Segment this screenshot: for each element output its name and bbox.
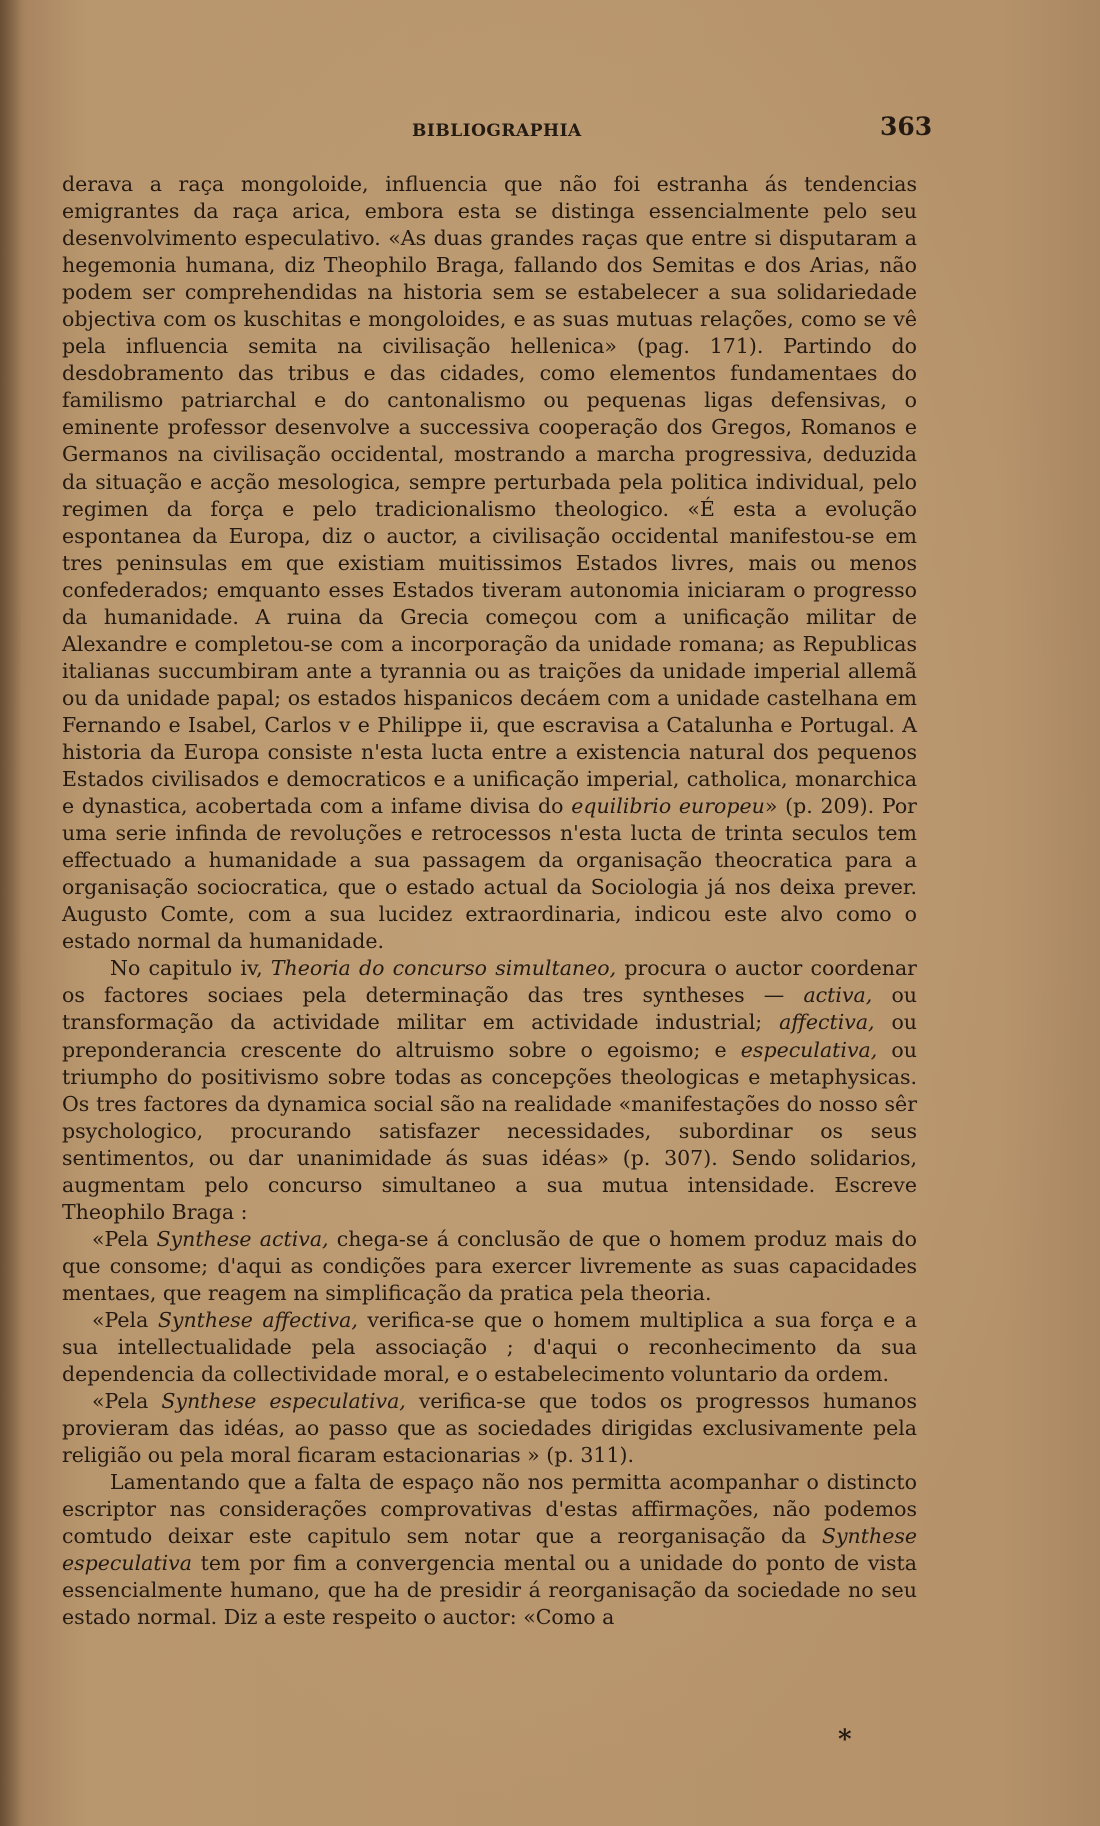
signature-mark: * <box>838 1725 852 1755</box>
paragraph-2 <box>62 955 917 1225</box>
paragraph-1-text: derava a raça mongoloide, influencia que não foi estranha ás tendencias emigrantes da raça arica, embora esta se distinga essencialmente pelo seu desenvolvimento especulativo. «As duas grandes raças que entre si disputaram a hegemonia humana, diz Theophilo Braga, fallando dos Semitas e dos Arias, não podem ser comprehendidas na historia sem se estabelecer a sua solidariedade objectiva com os kuschitas e mongoloides, e as suas mutuas relações, como se vê pela influencia semita na civilisação hellenica» (pag. 171). Partindo do desdobramento das tribus e das cidades, como elementos fundamentaes do familismo patriarchal e do cantonalismo ou pequenas ligas defensivas, o eminente professor desenvolve a successiva cooperação dos Gregos, Romanos e Germanos na civilisação occidental, mostrando a marcha progressiva, deduzida da situação e acção mesologica, sempre perturbada pela politica individual, pelo regimen da força e pelo tradicionalismo theologico. «É esta a evolução espontanea da Europa, diz o auctor, a civilisação occidental manifestou-se em tres peninsulas em que existiam muitissimos Estados livres, mais ou menos confederados; emquanto esses Estados tiveram autonomia iniciaram o progresso da humanidade. A ruina da Grecia começou com a unificação militar de Alexandre e completou-se com a incorporação da unidade romana; as Republicas italianas succumbiram ante a tyrannia ou as traições da unidade imperial allemã ou da unidade papal; os estados hispanicos decáem com a unidade castelhana em Fernando e Isabel, Carlos v e Philippe ii, que escravisa a Catalunha e Portugal. A historia da Europa consiste n'esta lucta entre a existencia natural dos pequenos Estados civilisados e democraticos e a unificação imperial, catholica, monarchica e dynastica, acobertada com a infame divisa do <box>62 172 917 819</box>
quote-1-text: chega-se á conclusão de que o homem produz mais do que consome; d'aqui as condições para exercer livremente as suas capacidades mentaes, que reagem na simplificação da pratica pela theoria. <box>62 1226 917 1305</box>
quote-3 <box>62 1388 917 1469</box>
quote-3-text: verifica-se que todos os progressos humanos provieram das idéas, ao passo que as sociedades dirigidas exclusivamente pela religião ou pela moral ficaram estacionarias » (p. 311). <box>62 1389 917 1468</box>
quote-2-open: «Pela <box>92 1307 149 1332</box>
paragraph-2-d: ou triumpho do positivismo sobre todas as concepções theologicas e metaphysicas. Os tres factores da dynamica social são na realidade «manifestações do nosso sêr psychologico, procurando satisfazer necessidades, subordinar os seus sentimentos, ou dar unanimidade ás suas idéas» (p. 307). Sendo solidarios, augmentam pelo concurso simultaneo a sua mutua intensidade. Escreve Theophilo Braga : <box>62 1037 917 1224</box>
quote-2-text: verifica-se que o homem multiplica a sua força e a sua intellectualidade pela associação ; d'aqui o reconhecimento da sua dependencia da collectividade moral, e o estabelecimento voluntario da ordem. <box>62 1307 917 1387</box>
term-activa: activa, <box>803 983 873 1008</box>
paragraph-3-a: Lamentando que a falta de espaço não nos permitta acompanhar o distincto escriptor nas considerações comprovativas d'estas affirmações, não podemos comtudo deixar este capitulo sem notar que a reorganisação da <box>62 1470 917 1549</box>
paragraph-1-italic: equilibrio europeu <box>571 794 765 819</box>
paragraph-2-start: No capitulo iv, <box>110 956 263 981</box>
quote-3-open: «Pela <box>92 1389 149 1414</box>
quote-2-italic: Synthese affectiva, <box>157 1307 358 1332</box>
paragraph-1-end: » (p. 209). Por uma serie infinda de revoluções e retrocessos n'esta lucta de trinta seculos tem effectuado a humanidade a sua passagem da organisação theocratica para a organisação sociocratica, que o estado actual da Sociologia já nos deixa prever. Augusto Comte, com a sua lucidez extraordinaria, indicou este alvo como o estado normal da humanidade. <box>62 794 917 954</box>
paragraph-2-a: procura o auctor coordenar os factores sociaes pela determinação das tres syntheses — <box>62 956 917 1008</box>
paragraph-3-italic: Synthese especulativa <box>62 1524 917 1576</box>
paragraph-3-b: tem por fim a convergencia mental ou a unidade do ponto de vista essencialmente humano, que ha de presidir á reorganisação da sociedade no seu estado normal. Diz a este respeito o auctor: «Como a <box>62 1551 917 1630</box>
quote-1-italic: Synthese activa, <box>156 1226 329 1251</box>
gutter-shadow <box>0 0 22 1826</box>
quote-1 <box>62 1226 917 1307</box>
quote-1-open: «Pela <box>92 1226 149 1251</box>
term-especulativa: especulativa, <box>740 1037 878 1062</box>
running-head-title: BIBLIOGRAPHIA <box>412 121 582 141</box>
chapter-title-italic: Theoria do concurso simultaneo, <box>270 956 617 981</box>
paragraph-1 <box>62 171 917 955</box>
paragraph-3 <box>62 1469 917 1631</box>
quote-2 <box>62 1307 917 1388</box>
page-number: 363 <box>880 112 933 141</box>
main-text <box>62 171 917 1632</box>
term-affectiva: affectiva, <box>779 1010 875 1035</box>
paragraph-2-c: ou preponderancia crescente do altruismo sobre o egoismo; e <box>62 1010 917 1062</box>
paragraph-2-b: ou transformação da actividade militar em actividade industrial; <box>62 983 917 1035</box>
quote-3-italic: Synthese especulativa, <box>161 1389 406 1414</box>
